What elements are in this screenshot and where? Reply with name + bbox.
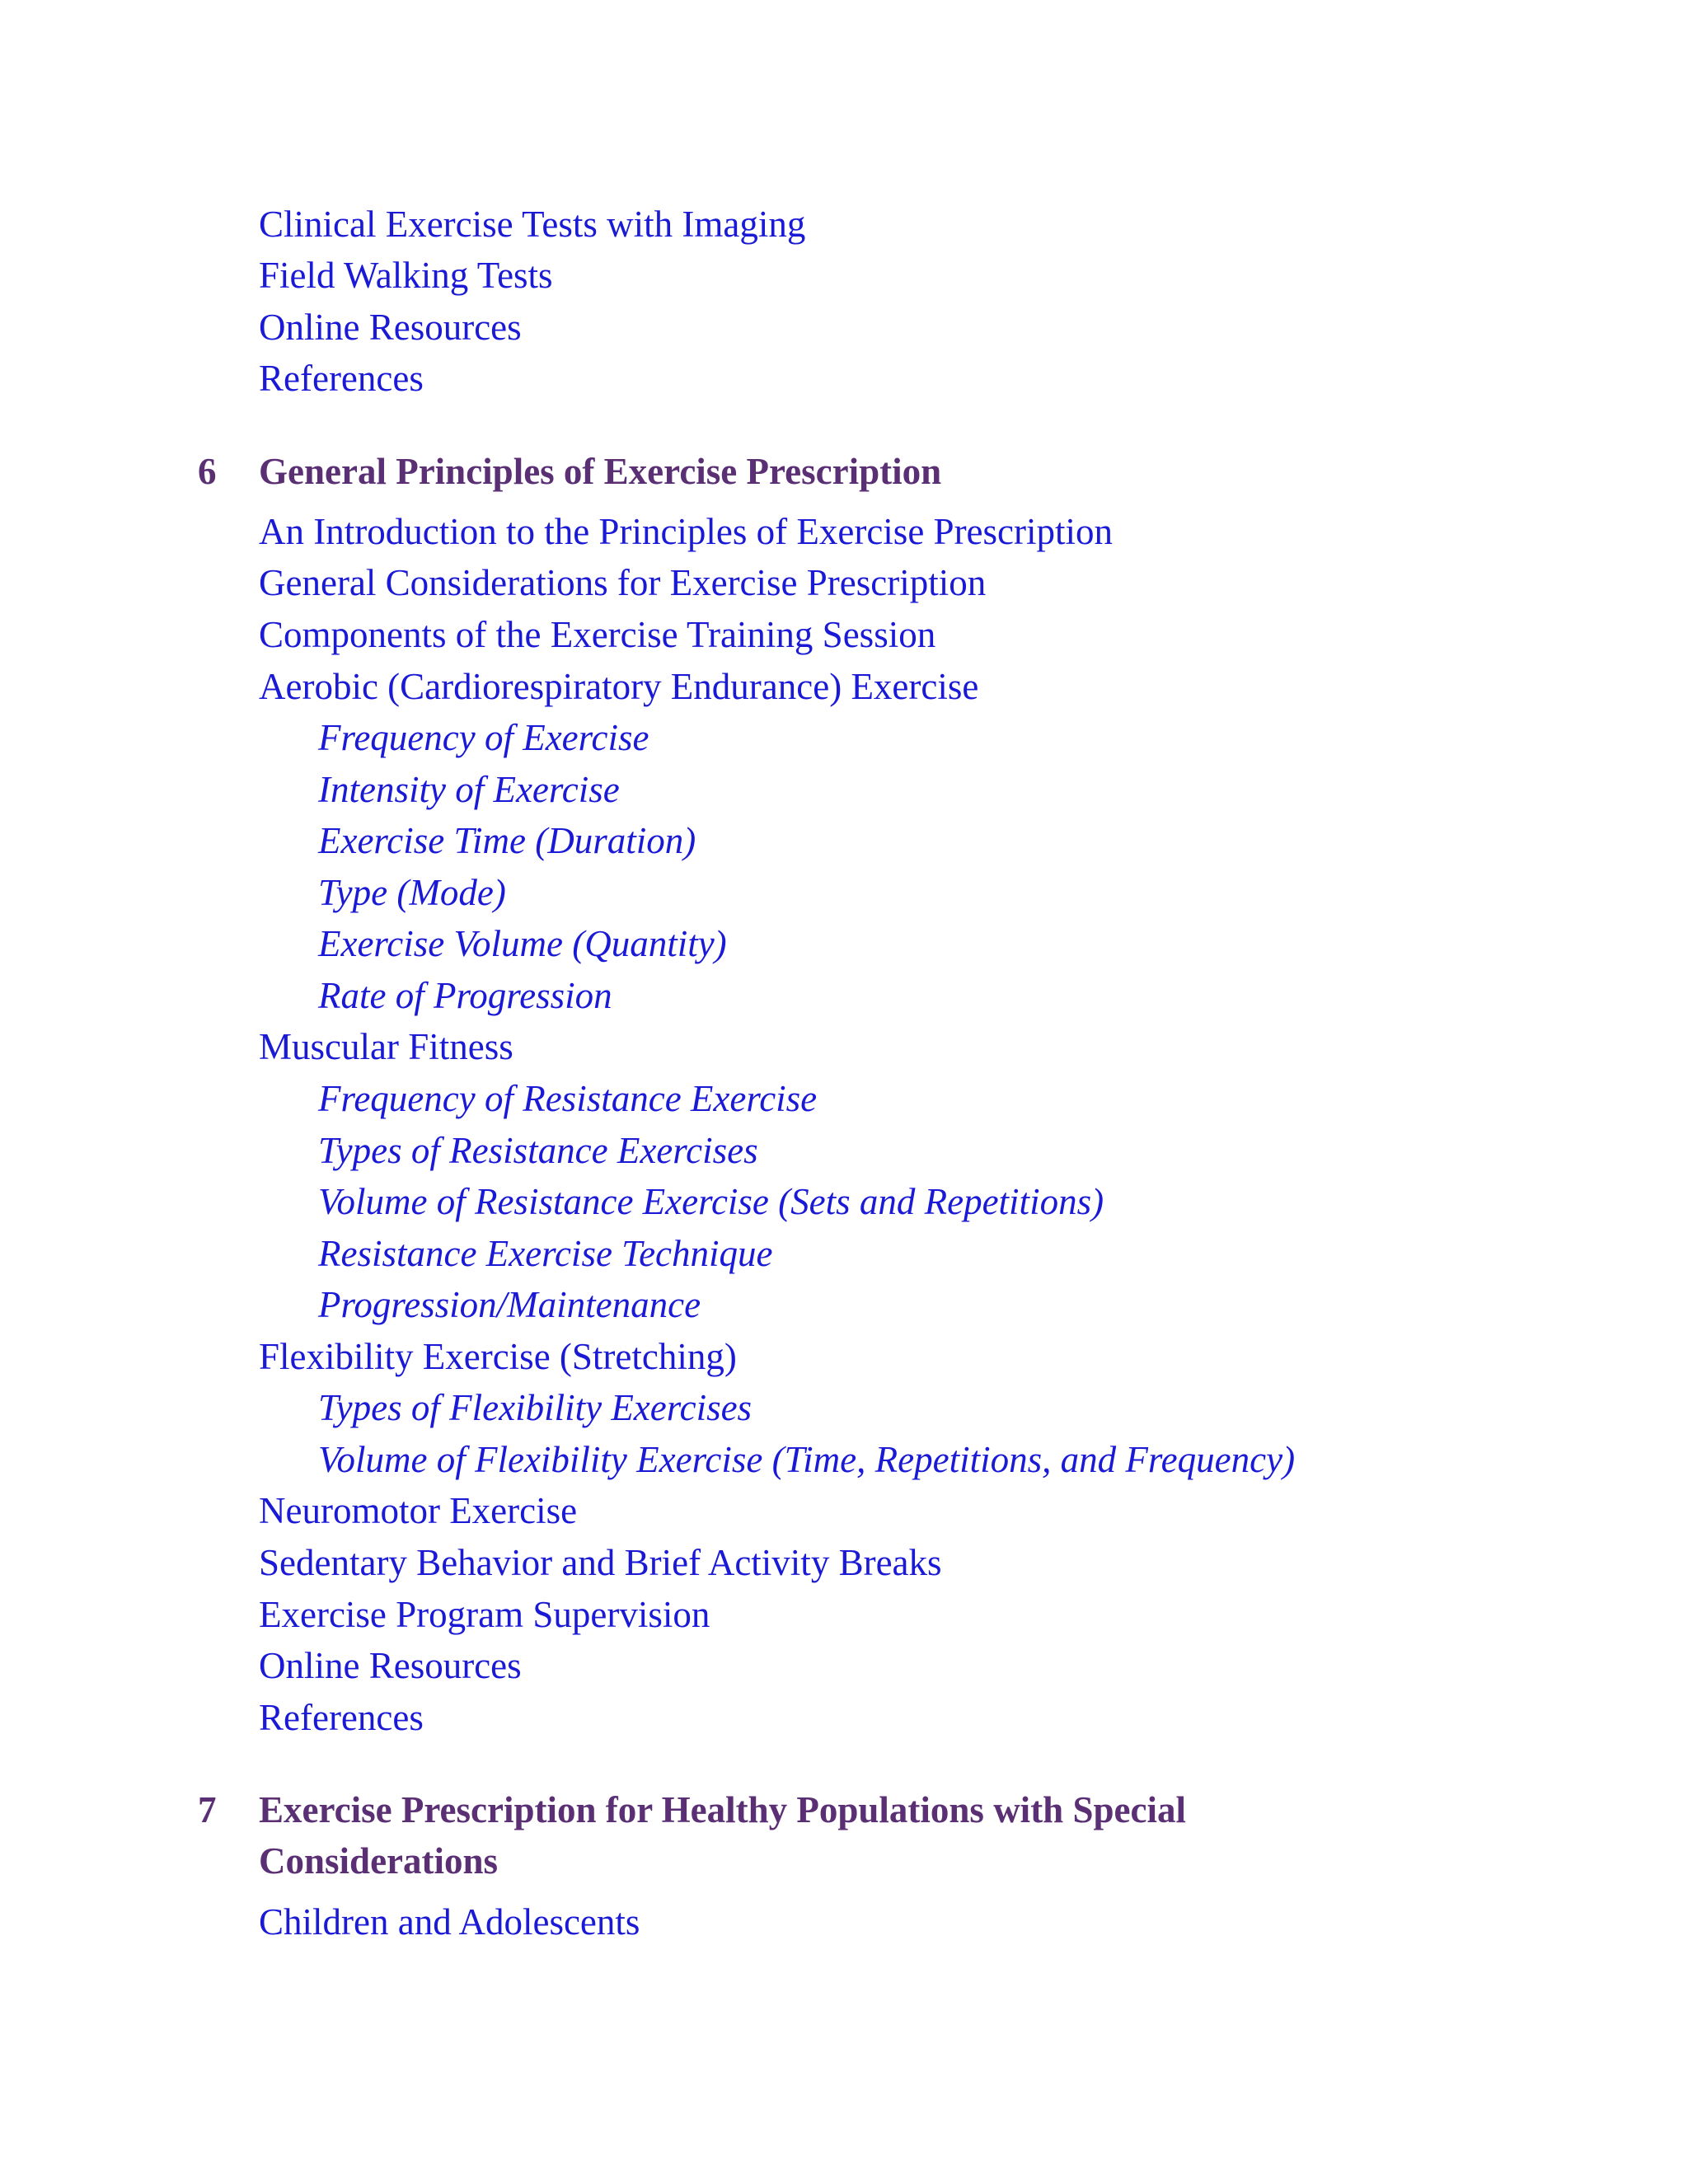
- toc-sublink[interactable]: Exercise Volume (Quantity): [318, 923, 727, 964]
- toc-link[interactable]: Aerobic (Cardiorespiratory Endurance) Exercise: [259, 666, 979, 707]
- toc-sublink[interactable]: Frequency of Resistance Exercise: [318, 1078, 818, 1119]
- toc-sublink[interactable]: Exercise Time (Duration): [318, 820, 696, 861]
- toc-sublink[interactable]: Progression/Maintenance: [318, 1284, 701, 1325]
- toc-link[interactable]: General Considerations for Exercise Prescription: [259, 562, 987, 603]
- toc-link[interactable]: An Introduction to the Principles of Exercise Prescription: [259, 511, 1114, 552]
- toc-link[interactable]: Neuromotor Exercise: [259, 1490, 578, 1531]
- toc-link[interactable]: Children and Adolescents: [259, 1901, 640, 1943]
- toc-link[interactable]: Online Resources: [259, 307, 522, 348]
- toc-link[interactable]: Components of the Exercise Training Session: [259, 614, 936, 655]
- toc-link[interactable]: Online Resources: [259, 1645, 522, 1686]
- toc-link[interactable]: Sedentary Behavior and Brief Activity Breaks: [259, 1542, 942, 1583]
- toc-link[interactable]: Flexibility Exercise (Stretching): [259, 1336, 737, 1377]
- toc-sublink[interactable]: Types of Resistance Exercises: [318, 1130, 758, 1171]
- toc-sublink[interactable]: Volume of Flexibility Exercise (Time, Repetitions, and Frequency): [318, 1439, 1296, 1480]
- chapter-number: 6: [198, 451, 217, 492]
- toc-link[interactable]: Clinical Exercise Tests with Imaging: [259, 204, 806, 245]
- chapter-title-line1[interactable]: Exercise Prescription for Healthy Populations with Special: [259, 1789, 1186, 1830]
- toc-link[interactable]: Exercise Program Supervision: [259, 1594, 710, 1635]
- toc-sublink[interactable]: Resistance Exercise Technique: [318, 1233, 773, 1274]
- toc-link[interactable]: Field Walking Tests: [259, 255, 553, 296]
- chapter-title-line2[interactable]: Considerations: [259, 1840, 499, 1882]
- toc-sublink[interactable]: Volume of Resistance Exercise (Sets and Repetitions): [318, 1181, 1104, 1222]
- toc-sublink[interactable]: Intensity of Exercise: [318, 769, 620, 810]
- toc-sublink[interactable]: Rate of Progression: [318, 975, 612, 1016]
- chapter-number: 7: [198, 1789, 217, 1830]
- toc-sublink[interactable]: Types of Flexibility Exercises: [318, 1387, 753, 1428]
- toc-link[interactable]: References: [259, 358, 424, 399]
- toc-link[interactable]: Muscular Fitness: [259, 1026, 513, 1067]
- chapter-title[interactable]: General Principles of Exercise Prescription: [259, 451, 942, 492]
- toc-link[interactable]: References: [259, 1697, 424, 1738]
- toc-sublink[interactable]: Frequency of Exercise: [318, 717, 649, 758]
- toc-sublink[interactable]: Type (Mode): [318, 872, 506, 913]
